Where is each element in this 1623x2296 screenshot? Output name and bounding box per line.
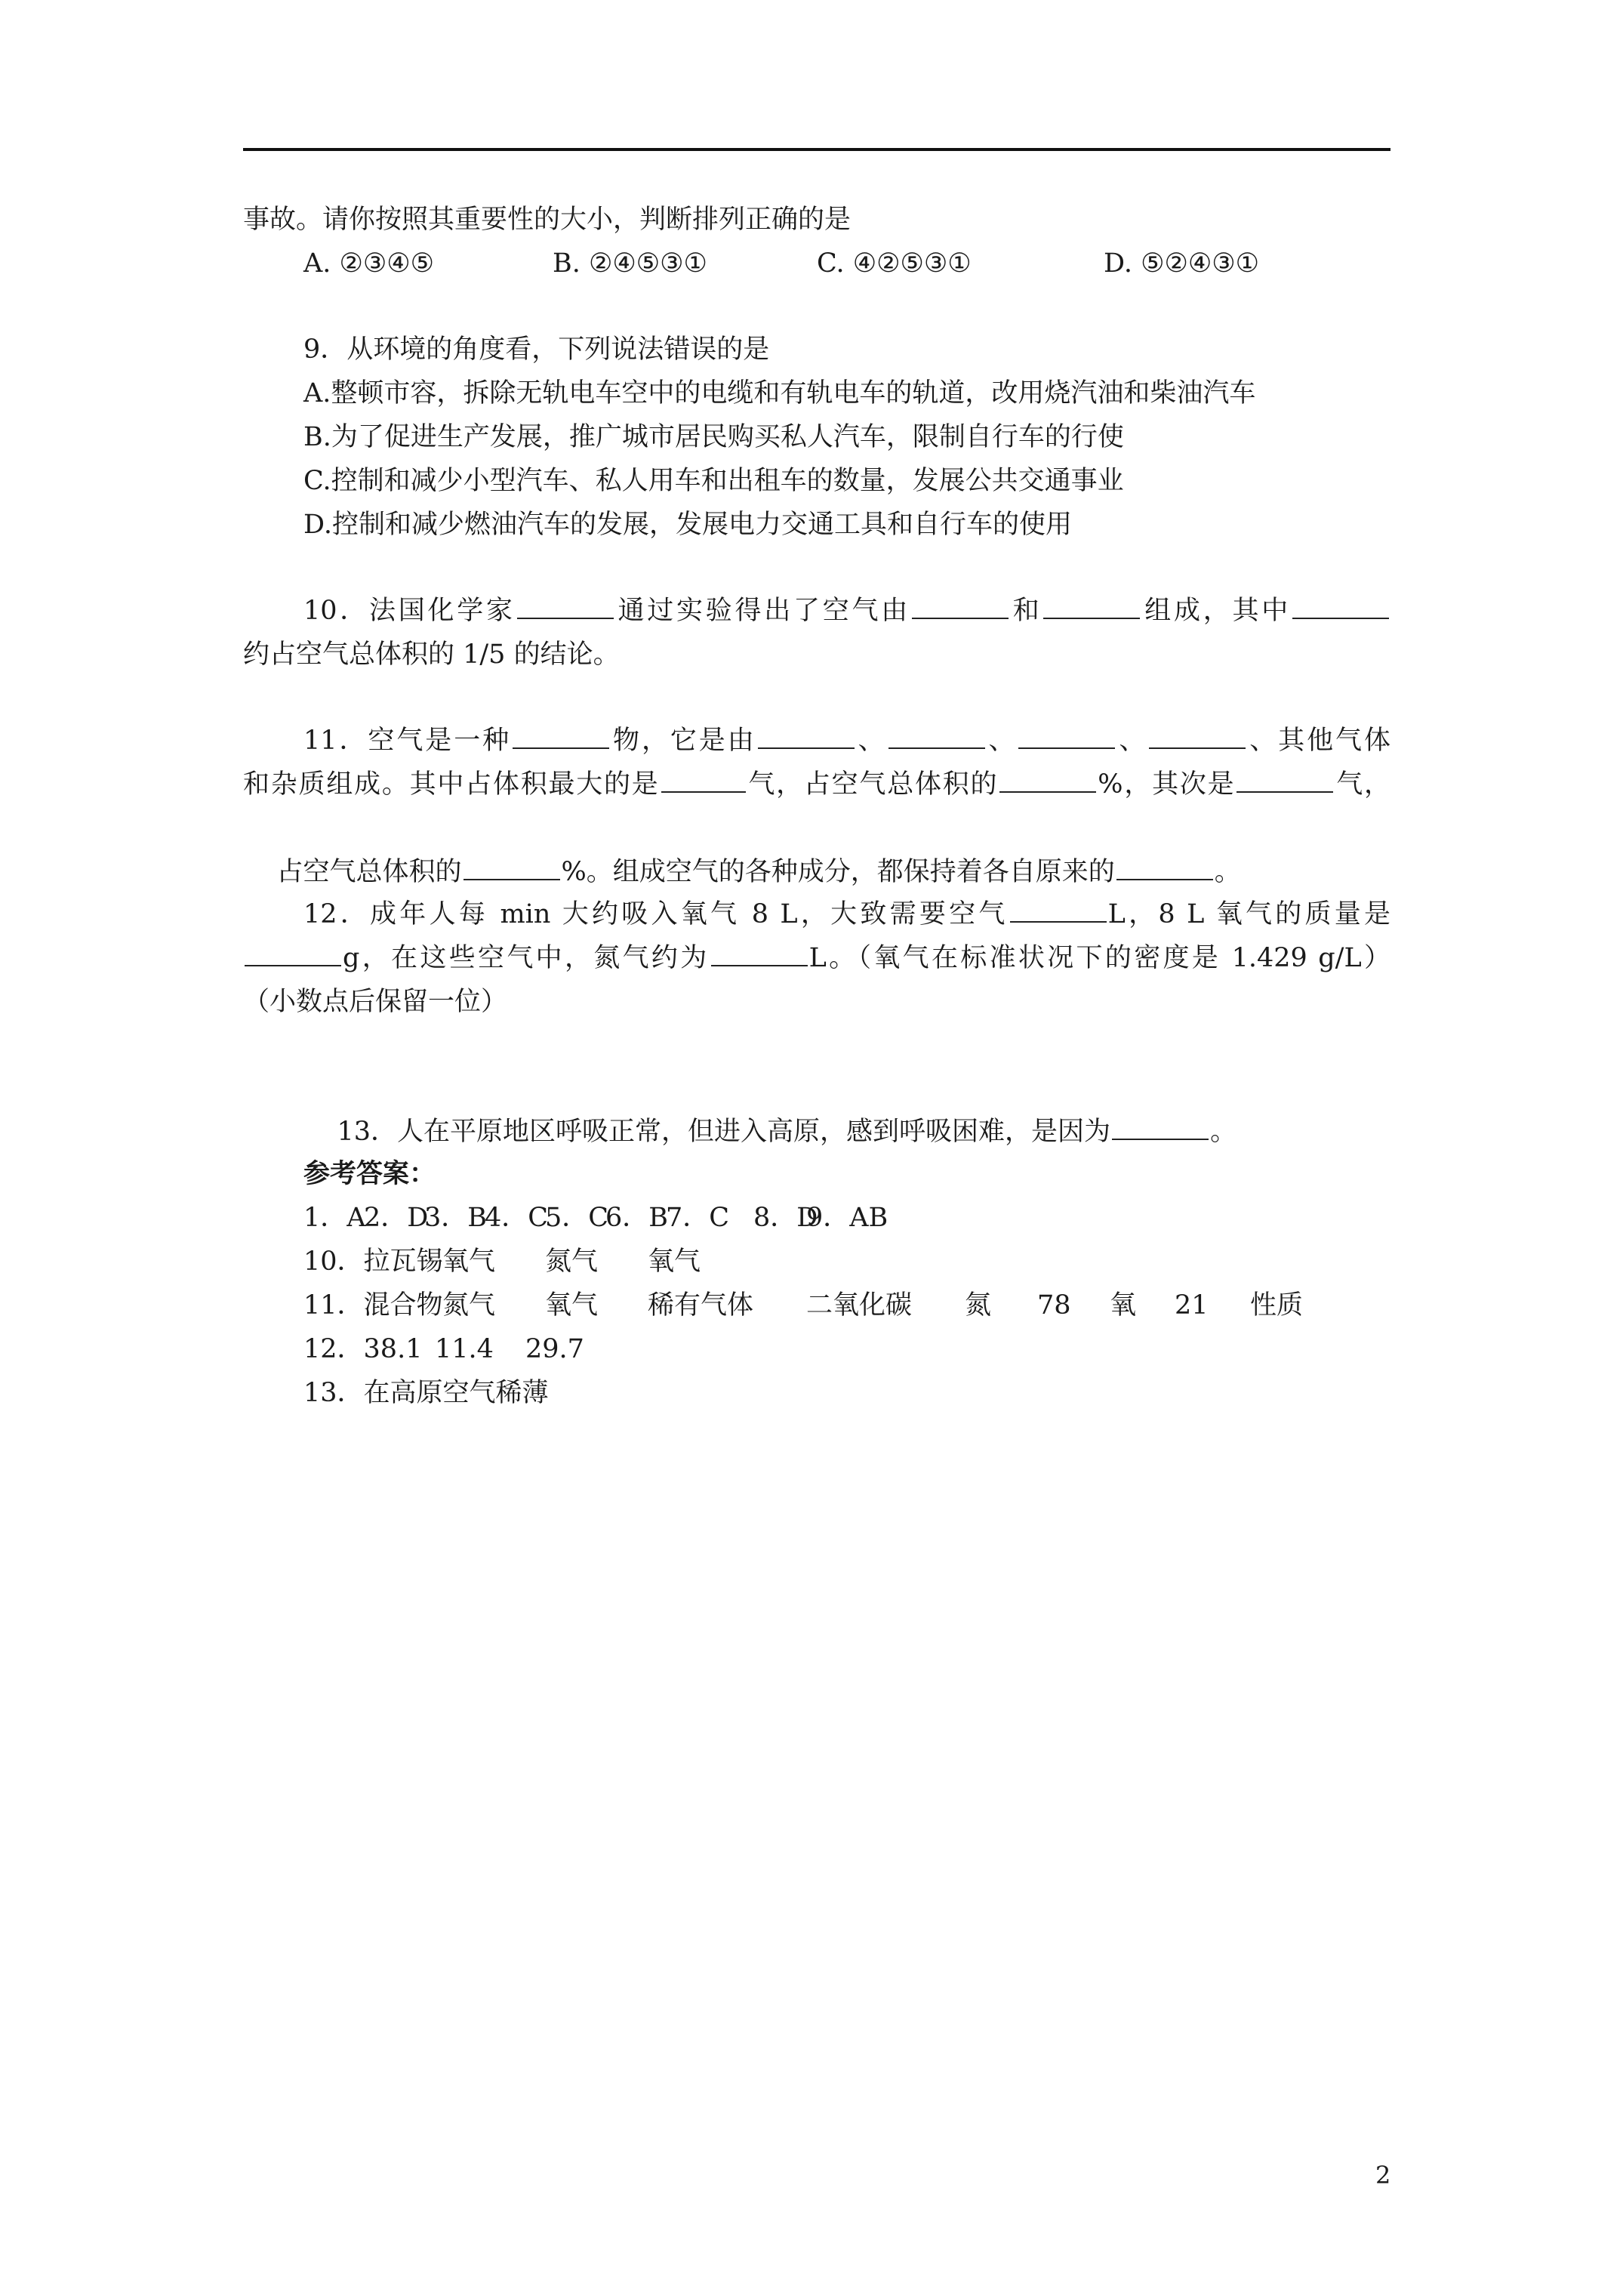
q8-options (243, 242, 1390, 285)
q11-text: 、 (986, 726, 1018, 756)
q10-blank-gas1 (912, 595, 1009, 619)
q10-text: 通过实验得出了空气由 (614, 596, 910, 626)
answers-row-1 (243, 1196, 1390, 1240)
document-body (243, 198, 1390, 1415)
answer-item: 21 (1175, 1290, 1209, 1321)
answer-item: 1．A (303, 1203, 366, 1233)
q10-line2: 约占空气总体积的 1/5 的结论。 (243, 639, 620, 670)
answer-item: 8．D (753, 1203, 818, 1233)
q12-line1 (243, 892, 1390, 936)
answer-item: 11．混合物 (303, 1290, 443, 1321)
q11-text: 气，占空气总体积的 (747, 769, 999, 800)
answer-item: 4．C (485, 1203, 549, 1233)
answers-row-3 (243, 1284, 1390, 1327)
q11-text: 物，它是由 (611, 726, 756, 756)
q11-text: 和杂质组成。其中占体积最大的是 (243, 769, 660, 800)
q13-text: 13．人在平原地区呼吸正常，但进入高原，感到呼吸困难，是因为 (337, 1117, 1111, 1147)
q10-text: 10．法国化学家 (303, 596, 516, 626)
q11-blank-component2 (888, 725, 985, 749)
q9-option-c: C.控制和减少小型汽车、私人用车和出租车的数量，发展公共交通事业 (303, 466, 1124, 496)
q11-blank-component4 (1149, 725, 1246, 749)
q12-blank-air-volume (1010, 898, 1107, 923)
q12-text: g，在这些空气中，氮气约为 (343, 943, 710, 973)
q10-blank-gas2 (1043, 595, 1140, 619)
answer-item: 10．拉瓦锡 (303, 1247, 443, 1277)
q11-blank-component1 (758, 725, 855, 749)
answer-item: 二氧化碳 (806, 1290, 913, 1321)
q13-text: 。 (1210, 1117, 1237, 1147)
answer-item: 氧 (1110, 1290, 1137, 1321)
answer-item: 氧气 (442, 1247, 496, 1277)
q13-line1 (243, 1066, 1390, 1147)
q10-blank-chemist (517, 595, 614, 619)
answers-row-4 (243, 1327, 1390, 1371)
answer-item: 6．B (605, 1203, 668, 1233)
q12-blank-oxygen-mass (245, 942, 341, 966)
q11-text: 11．空气是一种 (303, 726, 512, 756)
q11-text: 、 (1116, 726, 1148, 756)
q12-line3: （小数点后保留一位） (243, 987, 508, 1017)
answers-title: 参考答案： (303, 1158, 436, 1189)
q11-blank-component3 (1018, 725, 1115, 749)
answer-item: 稀有气体 (648, 1290, 754, 1321)
q11-line3 (243, 806, 1390, 887)
q12-blank-nitrogen (711, 942, 808, 966)
q11-text: 气， (1335, 769, 1390, 800)
q8-option-a: A. ②③④⑤ (303, 248, 435, 279)
q11-text: 、 (855, 726, 887, 756)
answer-item: 氮气 (545, 1247, 599, 1277)
answer-item: 12．38.1 (303, 1334, 423, 1364)
q11-line2 (243, 763, 1390, 806)
answer-item: 78 (1037, 1290, 1071, 1321)
q10-blank-gas3 (1292, 595, 1389, 619)
q8-option-d: D. ⑤②④③① (1104, 248, 1259, 279)
q12-text: L。（氧气在标准状况下的密度是 1.429 g/L） (808, 943, 1391, 973)
answer-item: 3．B (424, 1203, 487, 1233)
q9-option-a: A.整顿市容，拆除无轨电车空中的电缆和有轨电车的轨道，改用烧汽油和柴油汽车 (303, 378, 1256, 408)
q11-text: %，其次是 (1098, 769, 1236, 800)
q11-text: 。 (1214, 857, 1241, 887)
q11-text: %。组成空气的各种成分，都保持着各自原来的 (561, 857, 1115, 887)
q13-blank-reason (1112, 1116, 1209, 1140)
q11-text: 、其他气体 (1247, 726, 1390, 756)
q10-text: 组成，其中 (1141, 596, 1291, 626)
q11-text: 占空气总体积的 (276, 857, 462, 887)
answer-item: 2．D (364, 1203, 429, 1233)
q11-line1 (243, 719, 1390, 763)
answer-item: 性质 (1250, 1290, 1304, 1321)
q11-blank-property (1116, 856, 1213, 880)
page-number: 2 (1375, 2161, 1391, 2190)
header-rule (243, 148, 1390, 151)
q12-line2 (243, 936, 1390, 980)
q11-blank-largest (661, 769, 746, 793)
q8-option-c: C. ④②⑤③① (817, 248, 972, 279)
q8-option-b: B. ②④⑤③① (553, 248, 707, 279)
answer-item: 氮 (965, 1290, 992, 1321)
q12-text: 12．成年人每 min 大约吸入氧气 8 L，大致需要空气 (303, 899, 1009, 929)
answer-item: 5．C (545, 1203, 609, 1233)
q9-option-d: D.控制和减少燃油汽车的发展，发展电力交通工具和自行车的使用 (303, 510, 1072, 540)
answers-row-5: 13．在高原空气稀薄 (303, 1378, 549, 1408)
q11-blank-percent1 (999, 769, 1096, 793)
q11-blank-second (1236, 769, 1333, 793)
answer-item: 11.4 (435, 1334, 494, 1364)
q11-blank-percent2 (463, 856, 560, 880)
answer-item: 9．AB (806, 1203, 888, 1233)
q10-text: 和 (1009, 596, 1042, 626)
q11-blank-type (513, 725, 609, 749)
answer-item: 氧气 (545, 1290, 599, 1321)
answers-row-2 (243, 1240, 1390, 1284)
q10-line1 (243, 589, 1390, 633)
q8-continuation: 事故。请你按照其重要性的大小，判断排列正确的是 (243, 205, 852, 235)
answer-item: 29.7 (525, 1334, 584, 1364)
answer-item: 氧气 (648, 1247, 701, 1277)
answer-item: 7．C (666, 1203, 730, 1233)
q9-stem: 9．从环境的角度看，下列说法错误的是 (303, 334, 770, 365)
q9-option-b: B.为了促进生产发展，推广城市居民购买私人汽车，限制自行车的行使 (303, 422, 1124, 452)
answer-item: 氮气 (442, 1290, 496, 1321)
q12-text: L，8 L 氧气的质量是 (1107, 899, 1390, 929)
